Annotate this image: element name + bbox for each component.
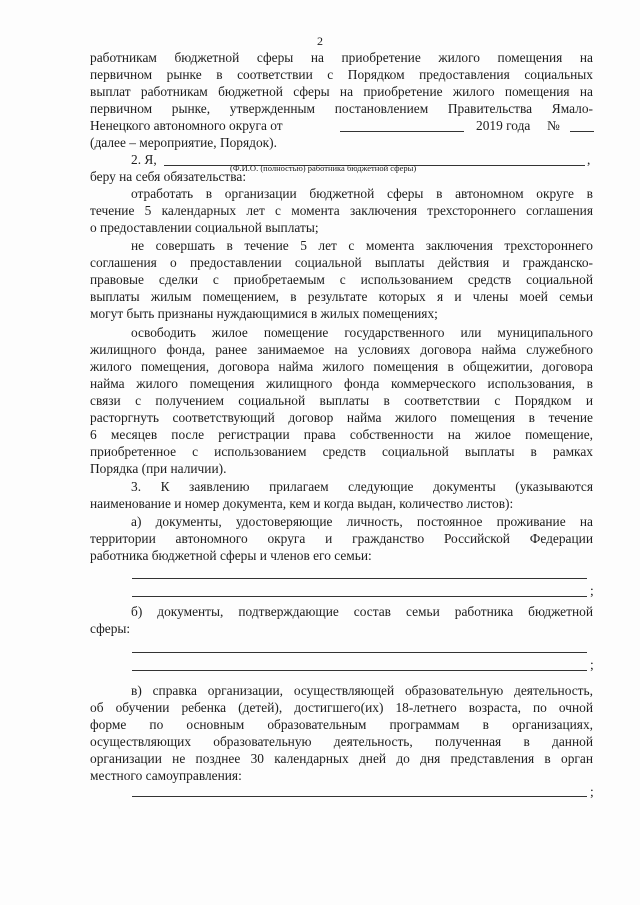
- text-line: Ненецкого автономного округа от: [90, 118, 283, 133]
- text-line: первичном рынке в соответствии с Порядком предоставления социальных: [90, 67, 593, 82]
- text-line: связи с получением социальной выплаты в соответствии с Порядком и: [90, 393, 593, 408]
- number-blank-line: [570, 131, 594, 132]
- fio-caption: (Ф.И.О. (полностью) работника бюджетной сферы): [230, 163, 417, 173]
- text-line: выплат работникам бюджетной сферы на приобретение жилого помещения на: [90, 84, 593, 99]
- text-line: территории автономного округа и гражданство Российской Федерации: [90, 531, 593, 546]
- fill-line-a-2: [132, 596, 587, 597]
- date-blank-line: [340, 131, 464, 132]
- text-line: 2019 года: [476, 118, 531, 133]
- text-line: осуществляющих образовательную деятельность, полученная в данной: [90, 734, 593, 749]
- semicolon: ;: [590, 784, 594, 799]
- text-line: течение 5 календарных лет с момента заключения трехстороннего соглашения: [90, 203, 593, 218]
- text-line: (далее – мероприятие, Порядок).: [90, 135, 277, 150]
- text-line: 6 месяцев после регистрации права собственности на жилое помещение,: [90, 427, 593, 442]
- text-line: найма жилого помещения жилищного фонда коммерческого использования, в: [90, 376, 593, 391]
- text-line: освободить жилое помещение государственного или муниципального: [131, 325, 593, 340]
- text-line: жилищного фонда, ранее занимаемое на условиях договора найма служебного: [90, 342, 593, 357]
- text-line: организации не позднее 30 календарных дней до дня представления в орган: [90, 751, 593, 766]
- text-line: ,: [587, 152, 591, 167]
- text-line: соглашения о предоставлении социальной выплаты действия и гражданско-: [90, 255, 593, 270]
- text-line: а) документы, удостоверяющие личность, постоянное проживание на: [131, 514, 593, 529]
- fill-line-c-1: [132, 796, 587, 797]
- text-line: приобретенное с использованием средств социальной выплаты в рамках: [90, 444, 593, 459]
- page-number: 2: [317, 34, 323, 48]
- number-sign: №: [547, 118, 560, 133]
- text-line: беру на себя обязательства:: [90, 169, 247, 184]
- text-line: об обучении ребенка (детей), достигшего(их) 18-летнего возраста, по очной: [90, 700, 593, 715]
- text-line: отработать в организации бюджетной сферы в автономном округе в: [131, 186, 593, 201]
- fill-line-b-1: [132, 652, 587, 653]
- semicolon: ;: [590, 583, 594, 598]
- text-line: расторгнуть соответствующий договор найма жилого помещения в течение: [90, 410, 593, 425]
- text-line: форме по основным образовательным программам в организациях,: [90, 717, 593, 732]
- text-line: выплаты жилым помещением, в результате которых я и члены моей семьи: [90, 289, 593, 304]
- text-line: работника бюджетной сферы и членов его семьи:: [90, 548, 372, 563]
- text-line: 2. Я,: [131, 152, 157, 167]
- text-line: правовые сделки с приобретаемым с использованием средств социальной: [90, 272, 593, 287]
- text-line: б) документы, подтверждающие состав семьи работника бюджетной: [131, 604, 593, 619]
- text-line: в) справка организации, осуществляющей образовательную деятельность,: [131, 683, 593, 698]
- text-line: Порядка (при наличии).: [90, 461, 227, 476]
- text-line: о предоставлении социальной выплаты;: [90, 220, 319, 235]
- text-line: не совершать в течение 5 лет с момента заключения трехстороннего: [131, 238, 593, 253]
- text-line: жилого помещения, договора найма жилого помещения в общежитии, договора: [90, 359, 593, 374]
- text-line: сферы:: [90, 621, 131, 636]
- semicolon: ;: [590, 657, 594, 672]
- text-line: 3. К заявлению прилагаем следующие документы (указываются: [131, 479, 593, 494]
- fill-line-b-2: [132, 670, 587, 671]
- text-line: первичном рынке, утвержденным постановлением Правительства Ямало-: [90, 101, 593, 116]
- text-line: местного самоуправления:: [90, 768, 242, 783]
- text-line: наименование и номер документа, кем и когда выдан, количество листов):: [90, 496, 514, 511]
- text-line: могут быть признаны нуждающимися в жилых помещениях;: [90, 306, 438, 321]
- fill-line-a-1: [132, 578, 587, 579]
- text-line: работникам бюджетной сферы на приобретение жилого помещения на: [90, 50, 593, 65]
